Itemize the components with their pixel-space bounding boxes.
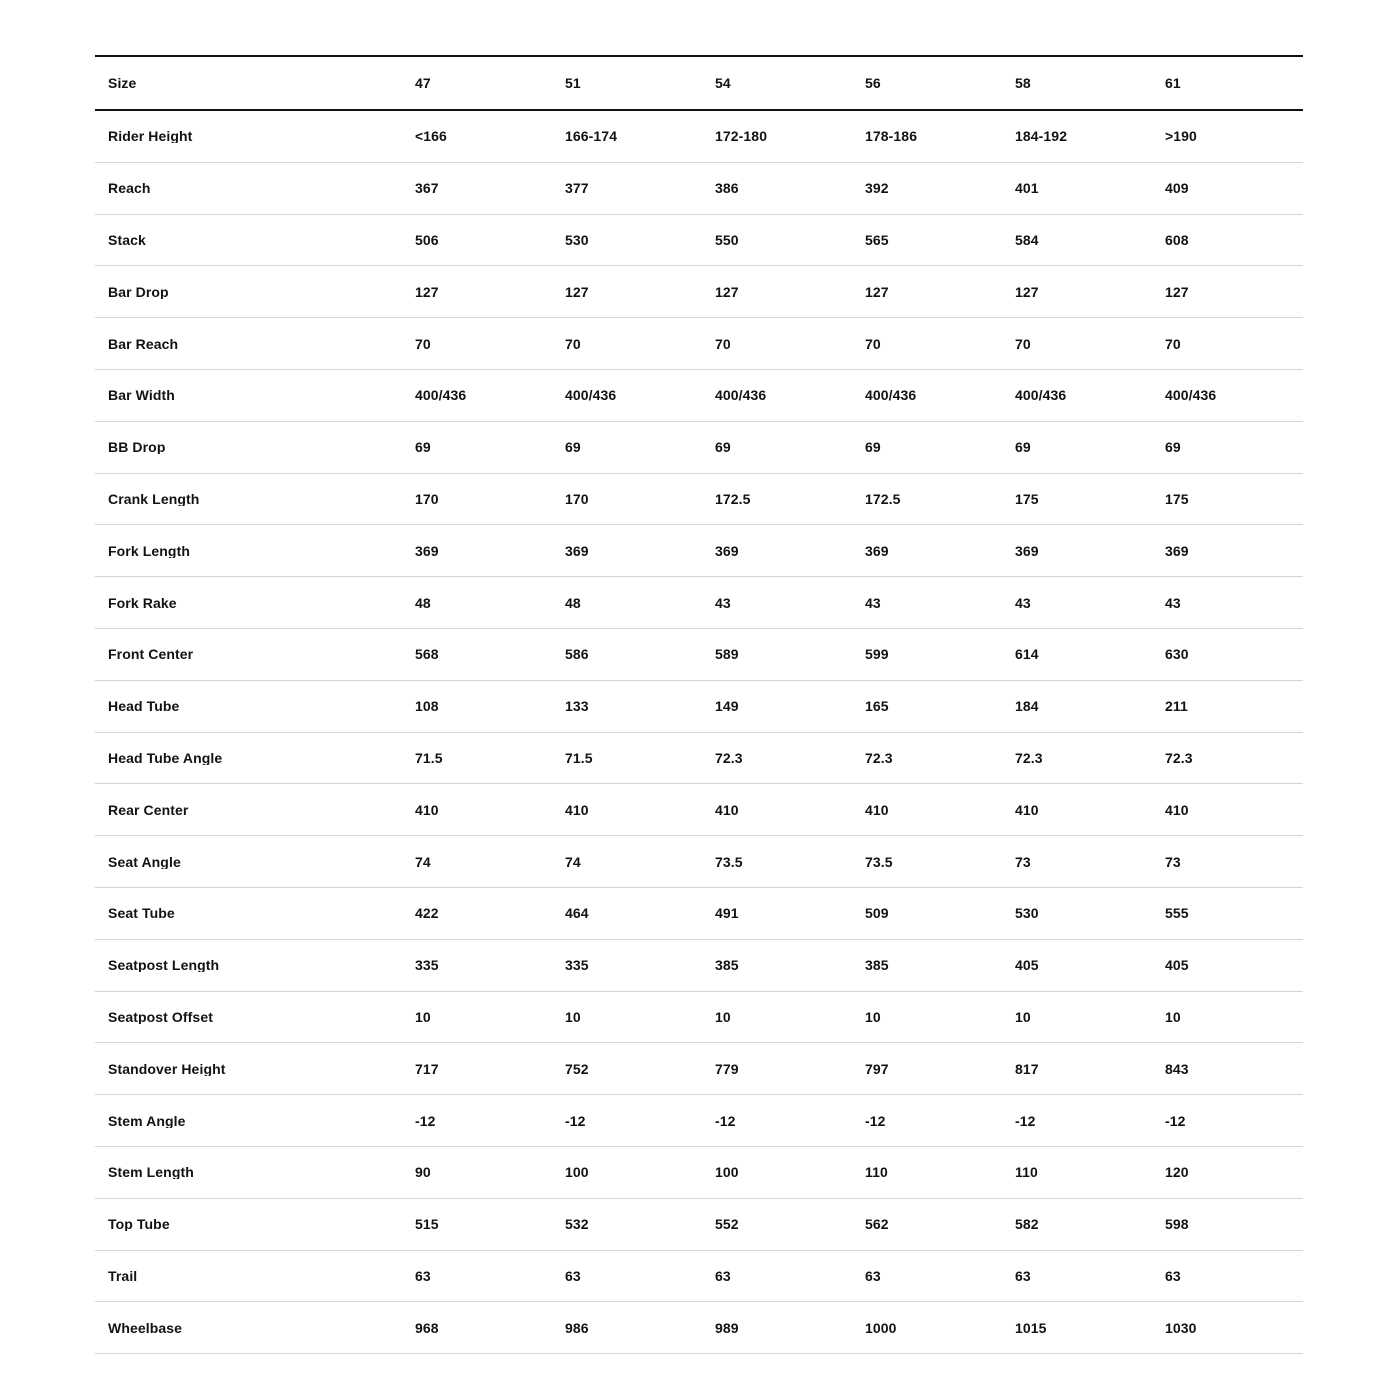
cell-value: 515 <box>415 1217 439 1232</box>
table-row <box>95 525 1303 577</box>
cell-value: 752 <box>565 1061 589 1076</box>
cell-value: 149 <box>715 699 739 714</box>
row-label: Rear Center <box>108 802 189 817</box>
cell-value: 599 <box>865 647 889 662</box>
cell-value: 410 <box>1015 802 1039 817</box>
cell-value: <166 <box>415 129 447 144</box>
row-label: Seat Tube <box>108 906 175 921</box>
cell-value: 170 <box>415 491 439 506</box>
cell-value: 43 <box>1165 595 1181 610</box>
cell-value: 120 <box>1165 1165 1189 1180</box>
cell-value: 133 <box>565 699 589 714</box>
cell-value: 127 <box>715 284 739 299</box>
cell-value: -12 <box>865 1113 886 1128</box>
cell-value: 377 <box>565 181 589 196</box>
table-row <box>95 733 1303 785</box>
table-header-row <box>95 55 1303 111</box>
cell-value: 166-174 <box>565 129 618 144</box>
cell-value: 385 <box>865 958 889 973</box>
cell-value: 110 <box>1015 1165 1038 1180</box>
cell-value: 72.3 <box>1015 750 1043 765</box>
cell-value: 369 <box>715 543 739 558</box>
cell-value: 530 <box>1015 906 1039 921</box>
cell-value: 614 <box>1015 647 1039 662</box>
cell-value: 400/436 <box>1165 388 1217 403</box>
row-label: Reach <box>108 181 151 196</box>
cell-value: 582 <box>1015 1217 1039 1232</box>
table-row <box>95 1043 1303 1095</box>
cell-value: 409 <box>1165 181 1189 196</box>
cell-value: 986 <box>565 1320 589 1335</box>
table-row <box>95 784 1303 836</box>
row-label: Fork Length <box>108 543 190 558</box>
column-header-size-54: 54 <box>715 76 731 90</box>
cell-value: 552 <box>715 1217 739 1232</box>
table-row <box>95 681 1303 733</box>
cell-value: 410 <box>565 802 589 817</box>
cell-value: 10 <box>1165 1009 1181 1024</box>
cell-value: 73 <box>1015 854 1031 869</box>
cell-value: 175 <box>1015 491 1039 506</box>
cell-value: 69 <box>715 440 731 455</box>
row-label: Front Center <box>108 647 194 662</box>
table-row <box>95 1199 1303 1251</box>
cell-value: -12 <box>415 1113 436 1128</box>
cell-value: 69 <box>1165 440 1181 455</box>
table-row <box>95 318 1303 370</box>
cell-value: 69 <box>865 440 881 455</box>
cell-value: 1030 <box>1165 1320 1197 1335</box>
cell-value: 175 <box>1165 491 1189 506</box>
cell-value: 70 <box>865 336 881 351</box>
cell-value: 184-192 <box>1015 129 1068 144</box>
cell-value: 385 <box>715 958 739 973</box>
cell-value: >190 <box>1165 129 1197 144</box>
cell-value: 178-186 <box>865 129 918 144</box>
row-label: Seatpost Length <box>108 958 220 973</box>
cell-value: 73.5 <box>715 854 743 869</box>
cell-value: 110 <box>865 1165 888 1180</box>
row-label: BB Drop <box>108 440 166 455</box>
row-label: Stem Angle <box>108 1113 186 1128</box>
table-row <box>95 266 1303 318</box>
cell-value: 71.5 <box>415 750 443 765</box>
cell-value: 184 <box>1015 699 1039 714</box>
cell-value: 172-180 <box>715 129 768 144</box>
cell-value: -12 <box>1015 1113 1036 1128</box>
cell-value: 74 <box>415 854 431 869</box>
table-row <box>95 1095 1303 1147</box>
cell-value: 598 <box>1165 1217 1189 1232</box>
cell-value: 10 <box>415 1009 431 1024</box>
cell-value: 410 <box>1165 802 1189 817</box>
row-label: Bar Reach <box>108 336 179 351</box>
cell-value: 630 <box>1165 647 1189 662</box>
row-label: Stem Length <box>108 1165 194 1180</box>
cell-value: 989 <box>715 1320 739 1335</box>
cell-value: 797 <box>865 1061 889 1076</box>
table-row <box>95 111 1303 163</box>
cell-value: 69 <box>565 440 581 455</box>
row-label: Bar Drop <box>108 284 169 299</box>
geometry-size-table <box>95 55 1303 1354</box>
cell-value: 10 <box>865 1009 881 1024</box>
table-row <box>95 940 1303 992</box>
cell-value: 506 <box>415 232 439 247</box>
cell-value: 369 <box>1015 543 1039 558</box>
cell-value: 72.3 <box>715 750 743 765</box>
row-label: Fork Rake <box>108 595 177 610</box>
cell-value: 400/436 <box>1015 388 1067 403</box>
cell-value: 568 <box>415 647 439 662</box>
cell-value: 400/436 <box>865 388 917 403</box>
cell-value: 584 <box>1015 232 1039 247</box>
cell-value: 71.5 <box>565 750 593 765</box>
cell-value: 43 <box>865 595 881 610</box>
table-row <box>95 1302 1303 1354</box>
cell-value: 717 <box>415 1061 439 1076</box>
cell-value: 63 <box>415 1268 431 1283</box>
cell-value: 127 <box>1165 284 1189 299</box>
cell-value: 63 <box>865 1268 881 1283</box>
cell-value: 405 <box>1165 958 1189 973</box>
cell-value: 779 <box>715 1061 739 1076</box>
cell-value: 10 <box>565 1009 581 1024</box>
cell-value: 589 <box>715 647 739 662</box>
column-header-size-61: 61 <box>1165 76 1181 90</box>
cell-value: 48 <box>565 595 581 610</box>
cell-value: 108 <box>415 699 439 714</box>
cell-value: 70 <box>715 336 731 351</box>
cell-value: 562 <box>865 1217 889 1232</box>
cell-value: 400/436 <box>715 388 767 403</box>
table-row <box>95 992 1303 1044</box>
cell-value: 69 <box>415 440 431 455</box>
column-header-size-58: 58 <box>1015 76 1031 90</box>
table-row <box>95 629 1303 681</box>
table-row <box>95 836 1303 888</box>
cell-value: 127 <box>565 284 589 299</box>
cell-value: 70 <box>1165 336 1181 351</box>
cell-value: 509 <box>865 906 889 921</box>
table-row <box>95 1147 1303 1199</box>
cell-value: 464 <box>565 906 589 921</box>
cell-value: 565 <box>865 232 889 247</box>
cell-value: 530 <box>565 232 589 247</box>
cell-value: 817 <box>1015 1061 1039 1076</box>
cell-value: 127 <box>415 284 439 299</box>
cell-value: 70 <box>565 336 581 351</box>
cell-value: -12 <box>1165 1113 1186 1128</box>
cell-value: 74 <box>565 854 581 869</box>
cell-value: 127 <box>865 284 889 299</box>
column-header-size-47: 47 <box>415 76 431 90</box>
table-row <box>95 215 1303 267</box>
cell-value: 100 <box>715 1165 739 1180</box>
cell-value: 400/436 <box>565 388 617 403</box>
cell-value: 172.5 <box>715 491 751 506</box>
cell-value: 410 <box>865 802 889 817</box>
cell-value: 127 <box>1015 284 1039 299</box>
cell-value: 392 <box>865 181 889 196</box>
cell-value: 170 <box>565 491 589 506</box>
cell-value: 70 <box>415 336 431 351</box>
cell-value: 10 <box>715 1009 731 1024</box>
cell-value: 72.3 <box>1165 750 1193 765</box>
cell-value: 555 <box>1165 906 1189 921</box>
cell-value: 73 <box>1165 854 1181 869</box>
cell-value: 1000 <box>865 1320 897 1335</box>
cell-value: 369 <box>1165 543 1189 558</box>
cell-value: 405 <box>1015 958 1039 973</box>
cell-value: 400/436 <box>415 388 467 403</box>
cell-value: 491 <box>715 906 739 921</box>
row-label: Bar Width <box>108 388 175 403</box>
cell-value: 369 <box>565 543 589 558</box>
cell-value: 63 <box>1015 1268 1031 1283</box>
column-header-size-56: 56 <box>865 76 881 90</box>
cell-value: 410 <box>715 802 739 817</box>
cell-value: 968 <box>415 1320 439 1335</box>
cell-value: 10 <box>1015 1009 1031 1024</box>
cell-value: 550 <box>715 232 739 247</box>
row-label: Standover Height <box>108 1061 226 1076</box>
cell-value: -12 <box>715 1113 736 1128</box>
cell-value: 211 <box>1165 699 1188 714</box>
row-label: Stack <box>108 232 146 247</box>
table-row <box>95 1251 1303 1303</box>
cell-value: 172.5 <box>865 491 901 506</box>
cell-value: 386 <box>715 181 739 196</box>
cell-value: 532 <box>565 1217 589 1232</box>
cell-value: 43 <box>1015 595 1031 610</box>
table-row <box>95 474 1303 526</box>
row-label: Top Tube <box>108 1217 170 1232</box>
cell-value: 586 <box>565 647 589 662</box>
table-row <box>95 422 1303 474</box>
column-header-size: Size <box>108 76 137 90</box>
row-label: Seat Angle <box>108 854 181 869</box>
cell-value: 410 <box>415 802 439 817</box>
cell-value: 90 <box>415 1165 431 1180</box>
cell-value: 48 <box>415 595 431 610</box>
table-row <box>95 577 1303 629</box>
cell-value: 401 <box>1015 181 1039 196</box>
cell-value: 422 <box>415 906 439 921</box>
cell-value: 69 <box>1015 440 1031 455</box>
cell-value: 843 <box>1165 1061 1189 1076</box>
row-label: Wheelbase <box>108 1320 183 1335</box>
column-header-size-51: 51 <box>565 76 581 90</box>
cell-value: 367 <box>415 181 439 196</box>
row-label: Rider Height <box>108 129 193 144</box>
row-label: Head Tube <box>108 699 180 714</box>
table-row <box>95 888 1303 940</box>
cell-value: 70 <box>1015 336 1031 351</box>
row-label: Head Tube Angle <box>108 750 223 765</box>
cell-value: 63 <box>715 1268 731 1283</box>
cell-value: 73.5 <box>865 854 893 869</box>
table-row <box>95 370 1303 422</box>
cell-value: 369 <box>865 543 889 558</box>
cell-value: 63 <box>1165 1268 1181 1283</box>
cell-value: 63 <box>565 1268 581 1283</box>
cell-value: 43 <box>715 595 731 610</box>
row-label: Crank Length <box>108 491 200 506</box>
cell-value: 72.3 <box>865 750 893 765</box>
cell-value: 100 <box>565 1165 589 1180</box>
cell-value: 165 <box>865 699 889 714</box>
cell-value: 335 <box>565 958 589 973</box>
cell-value: 369 <box>415 543 439 558</box>
cell-value: 335 <box>415 958 439 973</box>
table-row <box>95 163 1303 215</box>
cell-value: 1015 <box>1015 1320 1047 1335</box>
row-label: Trail <box>108 1268 138 1283</box>
row-label: Seatpost Offset <box>108 1009 213 1024</box>
cell-value: 608 <box>1165 232 1189 247</box>
cell-value: -12 <box>565 1113 586 1128</box>
